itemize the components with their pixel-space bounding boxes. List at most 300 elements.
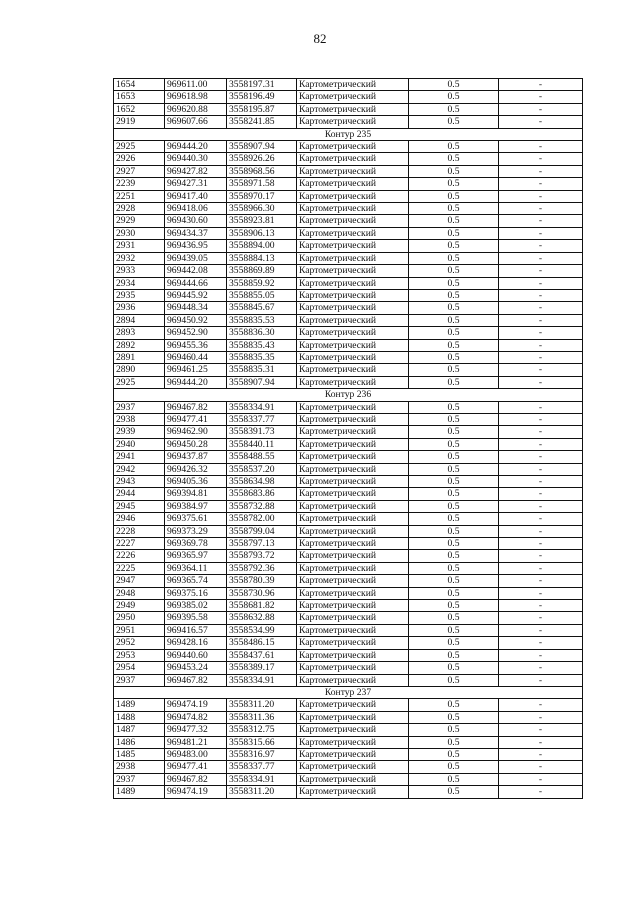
table-row [114, 178, 583, 190]
point-number-cell: 1489 [114, 699, 165, 711]
description-cell: - [499, 488, 583, 500]
description-cell: - [499, 401, 583, 413]
table-row [114, 674, 583, 686]
y-coordinate-cell: 3558884.13 [227, 252, 297, 264]
x-coordinate-cell: 969618.98 [165, 91, 227, 103]
y-coordinate-cell: 3558730.96 [227, 587, 297, 599]
accuracy-cell: 0.5 [409, 500, 499, 512]
y-coordinate-cell: 3558197.31 [227, 79, 297, 91]
accuracy-cell: 0.5 [409, 612, 499, 624]
table-row [114, 575, 583, 587]
method-cell: Картометрический [297, 637, 409, 649]
table-row [114, 289, 583, 301]
y-coordinate-cell: 3558845.67 [227, 302, 297, 314]
table-row [114, 612, 583, 624]
point-number-cell: 2893 [114, 327, 165, 339]
description-cell: - [499, 463, 583, 475]
description-cell: - [499, 736, 583, 748]
accuracy-cell: 0.5 [409, 724, 499, 736]
method-cell: Картометрический [297, 649, 409, 661]
description-cell: - [499, 724, 583, 736]
x-coordinate-cell: 969474.19 [165, 786, 227, 798]
method-cell: Картометрический [297, 314, 409, 326]
table-row [114, 227, 583, 239]
accuracy-cell: 0.5 [409, 153, 499, 165]
method-cell: Картометрический [297, 488, 409, 500]
x-coordinate-cell: 969395.58 [165, 612, 227, 624]
description-cell: - [499, 376, 583, 388]
description-cell: - [499, 662, 583, 674]
x-coordinate-cell: 969427.31 [165, 178, 227, 190]
method-cell: Картометрический [297, 624, 409, 636]
x-coordinate-cell: 969607.66 [165, 116, 227, 128]
point-number-cell: 2926 [114, 153, 165, 165]
description-cell: - [499, 277, 583, 289]
y-coordinate-cell: 3558337.77 [227, 413, 297, 425]
method-cell: Картометрический [297, 500, 409, 512]
method-cell: Картометрический [297, 178, 409, 190]
accuracy-cell: 0.5 [409, 736, 499, 748]
y-coordinate-cell: 3558780.39 [227, 575, 297, 587]
table-row [114, 401, 583, 413]
description-cell: - [499, 79, 583, 91]
y-coordinate-cell: 3558782.00 [227, 513, 297, 525]
contour-header-row [114, 128, 583, 140]
accuracy-cell: 0.5 [409, 699, 499, 711]
description-cell: - [499, 525, 583, 537]
method-cell: Картометрический [297, 674, 409, 686]
y-coordinate-cell: 3558391.73 [227, 426, 297, 438]
point-number-cell: 2946 [114, 513, 165, 525]
method-cell: Картометрический [297, 302, 409, 314]
table-row [114, 79, 583, 91]
table-row [114, 500, 583, 512]
description-cell: - [499, 327, 583, 339]
y-coordinate-cell: 3558334.91 [227, 401, 297, 413]
accuracy-cell: 0.5 [409, 600, 499, 612]
accuracy-cell: 0.5 [409, 711, 499, 723]
y-coordinate-cell: 3558855.05 [227, 289, 297, 301]
accuracy-cell: 0.5 [409, 624, 499, 636]
method-cell: Картометрический [297, 289, 409, 301]
y-coordinate-cell: 3558337.77 [227, 761, 297, 773]
description-cell: - [499, 364, 583, 376]
description-cell: - [499, 426, 583, 438]
point-number-cell: 2937 [114, 401, 165, 413]
x-coordinate-cell: 969467.82 [165, 773, 227, 785]
y-coordinate-cell: 3558859.92 [227, 277, 297, 289]
table-row [114, 277, 583, 289]
method-cell: Картометрический [297, 711, 409, 723]
method-cell: Картометрический [297, 513, 409, 525]
x-coordinate-cell: 969427.82 [165, 165, 227, 177]
description-cell: - [499, 587, 583, 599]
table-row [114, 165, 583, 177]
table-row [114, 203, 583, 215]
method-cell: Картометрический [297, 203, 409, 215]
contour-title: Контур 237 [114, 686, 583, 698]
accuracy-cell: 0.5 [409, 525, 499, 537]
point-number-cell: 2891 [114, 351, 165, 363]
y-coordinate-cell: 3558835.53 [227, 314, 297, 326]
table-row [114, 302, 583, 314]
method-cell: Картометрический [297, 612, 409, 624]
point-number-cell: 2939 [114, 426, 165, 438]
description-cell: - [499, 103, 583, 115]
description-cell: - [499, 438, 583, 450]
page-number: 82 [313, 31, 327, 46]
point-number-cell: 2239 [114, 178, 165, 190]
y-coordinate-cell: 3558311.36 [227, 711, 297, 723]
point-number-cell: 2948 [114, 587, 165, 599]
y-coordinate-cell: 3558835.31 [227, 364, 297, 376]
description-cell: - [499, 748, 583, 760]
x-coordinate-cell: 969437.87 [165, 451, 227, 463]
accuracy-cell: 0.5 [409, 141, 499, 153]
table-row [114, 190, 583, 202]
table-row [114, 252, 583, 264]
method-cell: Картометрический [297, 426, 409, 438]
x-coordinate-cell: 969444.66 [165, 277, 227, 289]
x-coordinate-cell: 969481.21 [165, 736, 227, 748]
x-coordinate-cell: 969460.44 [165, 351, 227, 363]
table-row [114, 327, 583, 339]
y-coordinate-cell: 3558537.20 [227, 463, 297, 475]
description-cell: - [499, 500, 583, 512]
y-coordinate-cell: 3558312.75 [227, 724, 297, 736]
description-cell: - [499, 575, 583, 587]
coordinates-table [113, 78, 583, 799]
table-row [114, 488, 583, 500]
method-cell: Картометрический [297, 79, 409, 91]
point-number-cell: 1652 [114, 103, 165, 115]
x-coordinate-cell: 969611.00 [165, 79, 227, 91]
table-row [114, 587, 583, 599]
method-cell: Картометрический [297, 364, 409, 376]
y-coordinate-cell: 3558437.61 [227, 649, 297, 661]
x-coordinate-cell: 969384.97 [165, 500, 227, 512]
method-cell: Картометрический [297, 401, 409, 413]
table-row [114, 786, 583, 798]
table-row [114, 649, 583, 661]
accuracy-cell: 0.5 [409, 314, 499, 326]
point-number-cell: 2947 [114, 575, 165, 587]
point-number-cell: 2937 [114, 674, 165, 686]
point-number-cell: 2225 [114, 562, 165, 574]
accuracy-cell: 0.5 [409, 351, 499, 363]
method-cell: Картометрический [297, 165, 409, 177]
method-cell: Картометрический [297, 153, 409, 165]
description-cell: - [499, 786, 583, 798]
accuracy-cell: 0.5 [409, 240, 499, 252]
accuracy-cell: 0.5 [409, 190, 499, 202]
method-cell: Картометрический [297, 451, 409, 463]
method-cell: Картометрический [297, 327, 409, 339]
description-cell: - [499, 550, 583, 562]
point-number-cell: 1488 [114, 711, 165, 723]
y-coordinate-cell: 3558907.94 [227, 141, 297, 153]
x-coordinate-cell: 969474.82 [165, 711, 227, 723]
table-row [114, 413, 583, 425]
x-coordinate-cell: 969467.82 [165, 401, 227, 413]
point-number-cell: 2932 [114, 252, 165, 264]
accuracy-cell: 0.5 [409, 575, 499, 587]
accuracy-cell: 0.5 [409, 277, 499, 289]
description-cell: - [499, 252, 583, 264]
x-coordinate-cell: 969439.05 [165, 252, 227, 264]
method-cell: Картометрический [297, 699, 409, 711]
y-coordinate-cell: 3558793.72 [227, 550, 297, 562]
method-cell: Картометрический [297, 575, 409, 587]
accuracy-cell: 0.5 [409, 463, 499, 475]
description-cell: - [499, 190, 583, 202]
x-coordinate-cell: 969483.00 [165, 748, 227, 760]
description-cell: - [499, 562, 583, 574]
table-row [114, 351, 583, 363]
accuracy-cell: 0.5 [409, 339, 499, 351]
y-coordinate-cell: 3558195.87 [227, 103, 297, 115]
coordinates-table-body [114, 79, 583, 799]
point-number-cell: 2894 [114, 314, 165, 326]
y-coordinate-cell: 3558792.36 [227, 562, 297, 574]
method-cell: Картометрический [297, 227, 409, 239]
accuracy-cell: 0.5 [409, 786, 499, 798]
x-coordinate-cell: 969467.82 [165, 674, 227, 686]
y-coordinate-cell: 3558311.20 [227, 699, 297, 711]
method-cell: Картометрический [297, 116, 409, 128]
x-coordinate-cell: 969440.60 [165, 649, 227, 661]
x-coordinate-cell: 969394.81 [165, 488, 227, 500]
description-cell: - [499, 289, 583, 301]
x-coordinate-cell: 969434.37 [165, 227, 227, 239]
accuracy-cell: 0.5 [409, 178, 499, 190]
table-row [114, 240, 583, 252]
table-row [114, 637, 583, 649]
x-coordinate-cell: 969436.95 [165, 240, 227, 252]
method-cell: Картометрический [297, 215, 409, 227]
description-cell: - [499, 612, 583, 624]
x-coordinate-cell: 969444.20 [165, 141, 227, 153]
x-coordinate-cell: 969375.16 [165, 587, 227, 599]
y-coordinate-cell: 3558966.30 [227, 203, 297, 215]
point-number-cell: 2890 [114, 364, 165, 376]
point-number-cell: 2941 [114, 451, 165, 463]
x-coordinate-cell: 969418.06 [165, 203, 227, 215]
table-row [114, 550, 583, 562]
method-cell: Картометрический [297, 376, 409, 388]
table-row [114, 314, 583, 326]
description-cell: - [499, 674, 583, 686]
point-number-cell: 2951 [114, 624, 165, 636]
accuracy-cell: 0.5 [409, 662, 499, 674]
accuracy-cell: 0.5 [409, 550, 499, 562]
description-cell: - [499, 538, 583, 550]
table-row [114, 761, 583, 773]
point-number-cell: 2935 [114, 289, 165, 301]
description-cell: - [499, 339, 583, 351]
accuracy-cell: 0.5 [409, 476, 499, 488]
point-number-cell: 2940 [114, 438, 165, 450]
point-number-cell: 2933 [114, 265, 165, 277]
description-cell: - [499, 624, 583, 636]
x-coordinate-cell: 969364.11 [165, 562, 227, 574]
description-cell: - [499, 637, 583, 649]
table-row [114, 265, 583, 277]
y-coordinate-cell: 3558634.98 [227, 476, 297, 488]
method-cell: Картометрический [297, 562, 409, 574]
description-cell: - [499, 513, 583, 525]
method-cell: Картометрический [297, 438, 409, 450]
table-row [114, 624, 583, 636]
description-cell: - [499, 773, 583, 785]
accuracy-cell: 0.5 [409, 513, 499, 525]
point-number-cell: 1485 [114, 748, 165, 760]
method-cell: Картометрический [297, 252, 409, 264]
x-coordinate-cell: 969620.88 [165, 103, 227, 115]
accuracy-cell: 0.5 [409, 426, 499, 438]
y-coordinate-cell: 3558835.43 [227, 339, 297, 351]
x-coordinate-cell: 969365.74 [165, 575, 227, 587]
point-number-cell: 2928 [114, 203, 165, 215]
y-coordinate-cell: 3558334.91 [227, 674, 297, 686]
description-cell: - [499, 153, 583, 165]
method-cell: Картометрический [297, 141, 409, 153]
accuracy-cell: 0.5 [409, 748, 499, 760]
y-coordinate-cell: 3558486.15 [227, 637, 297, 649]
x-coordinate-cell: 969426.32 [165, 463, 227, 475]
y-coordinate-cell: 3558926.26 [227, 153, 297, 165]
x-coordinate-cell: 969369.78 [165, 538, 227, 550]
x-coordinate-cell: 969453.24 [165, 662, 227, 674]
contour-header-row [114, 686, 583, 698]
x-coordinate-cell: 969450.92 [165, 314, 227, 326]
point-number-cell: 2228 [114, 525, 165, 537]
description-cell: - [499, 215, 583, 227]
point-number-cell: 2937 [114, 773, 165, 785]
description-cell: - [499, 314, 583, 326]
point-number-cell: 2931 [114, 240, 165, 252]
table-row [114, 562, 583, 574]
accuracy-cell: 0.5 [409, 203, 499, 215]
accuracy-cell: 0.5 [409, 165, 499, 177]
table-row [114, 141, 583, 153]
y-coordinate-cell: 3558632.88 [227, 612, 297, 624]
point-number-cell: 2251 [114, 190, 165, 202]
x-coordinate-cell: 969445.92 [165, 289, 227, 301]
point-number-cell: 1653 [114, 91, 165, 103]
method-cell: Картометрический [297, 773, 409, 785]
accuracy-cell: 0.5 [409, 773, 499, 785]
x-coordinate-cell: 969440.30 [165, 153, 227, 165]
method-cell: Картометрический [297, 463, 409, 475]
y-coordinate-cell: 3558799.04 [227, 525, 297, 537]
y-coordinate-cell: 3558196.49 [227, 91, 297, 103]
accuracy-cell: 0.5 [409, 488, 499, 500]
contour-title: Контур 236 [114, 389, 583, 401]
description-cell: - [499, 699, 583, 711]
description-cell: - [499, 240, 583, 252]
y-coordinate-cell: 3558797.13 [227, 538, 297, 550]
point-number-cell: 2952 [114, 637, 165, 649]
accuracy-cell: 0.5 [409, 438, 499, 450]
x-coordinate-cell: 969450.28 [165, 438, 227, 450]
accuracy-cell: 0.5 [409, 103, 499, 115]
accuracy-cell: 0.5 [409, 401, 499, 413]
method-cell: Картометрический [297, 587, 409, 599]
point-number-cell: 2938 [114, 761, 165, 773]
y-coordinate-cell: 3558334.91 [227, 773, 297, 785]
method-cell: Картометрический [297, 550, 409, 562]
x-coordinate-cell: 969416.57 [165, 624, 227, 636]
description-cell: - [499, 600, 583, 612]
x-coordinate-cell: 969442.08 [165, 265, 227, 277]
table-row [114, 153, 583, 165]
accuracy-cell: 0.5 [409, 538, 499, 550]
table-row [114, 91, 583, 103]
x-coordinate-cell: 969428.16 [165, 637, 227, 649]
y-coordinate-cell: 3558315.66 [227, 736, 297, 748]
accuracy-cell: 0.5 [409, 451, 499, 463]
table-row [114, 215, 583, 227]
point-number-cell: 2226 [114, 550, 165, 562]
y-coordinate-cell: 3558836.30 [227, 327, 297, 339]
method-cell: Картометрический [297, 277, 409, 289]
method-cell: Картометрический [297, 662, 409, 674]
x-coordinate-cell: 969477.41 [165, 761, 227, 773]
description-cell: - [499, 178, 583, 190]
method-cell: Картометрический [297, 538, 409, 550]
table-row [114, 773, 583, 785]
accuracy-cell: 0.5 [409, 364, 499, 376]
accuracy-cell: 0.5 [409, 79, 499, 91]
y-coordinate-cell: 3558534.99 [227, 624, 297, 636]
method-cell: Картометрический [297, 736, 409, 748]
description-cell: - [499, 413, 583, 425]
accuracy-cell: 0.5 [409, 116, 499, 128]
point-number-cell: 2919 [114, 116, 165, 128]
point-number-cell: 1486 [114, 736, 165, 748]
point-number-cell: 2949 [114, 600, 165, 612]
point-number-cell: 2942 [114, 463, 165, 475]
point-number-cell: 2934 [114, 277, 165, 289]
method-cell: Картометрический [297, 265, 409, 277]
accuracy-cell: 0.5 [409, 649, 499, 661]
description-cell: - [499, 116, 583, 128]
y-coordinate-cell: 3558683.86 [227, 488, 297, 500]
point-number-cell: 1654 [114, 79, 165, 91]
point-number-cell: 2925 [114, 376, 165, 388]
point-number-cell: 1489 [114, 786, 165, 798]
method-cell: Картометрический [297, 413, 409, 425]
x-coordinate-cell: 969448.34 [165, 302, 227, 314]
x-coordinate-cell: 969405.36 [165, 476, 227, 488]
accuracy-cell: 0.5 [409, 587, 499, 599]
method-cell: Картометрический [297, 351, 409, 363]
accuracy-cell: 0.5 [409, 265, 499, 277]
accuracy-cell: 0.5 [409, 215, 499, 227]
table-row [114, 451, 583, 463]
x-coordinate-cell: 969452.90 [165, 327, 227, 339]
accuracy-cell: 0.5 [409, 289, 499, 301]
description-cell: - [499, 302, 583, 314]
accuracy-cell: 0.5 [409, 376, 499, 388]
accuracy-cell: 0.5 [409, 252, 499, 264]
y-coordinate-cell: 3558835.35 [227, 351, 297, 363]
method-cell: Картометрический [297, 190, 409, 202]
x-coordinate-cell: 969385.02 [165, 600, 227, 612]
table-row [114, 103, 583, 115]
point-number-cell: 2943 [114, 476, 165, 488]
